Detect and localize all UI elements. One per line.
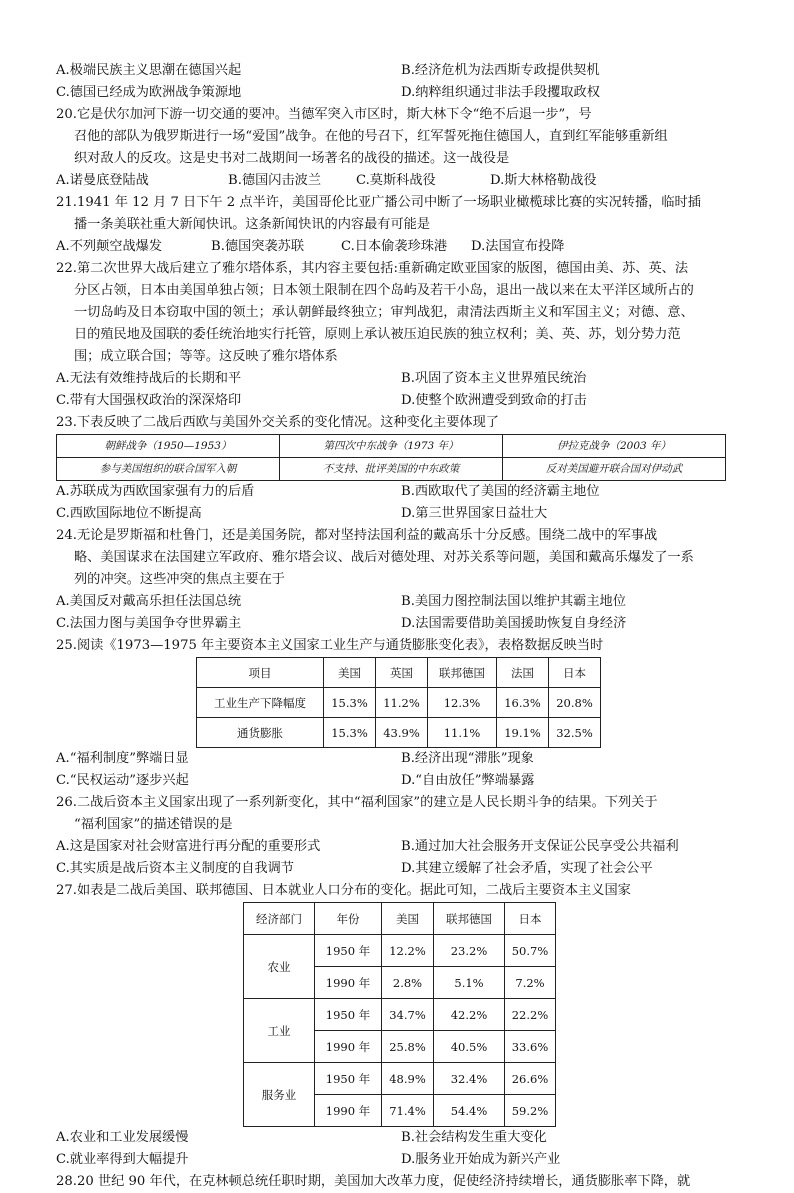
q24-option-c[interactable]: C.法国力图与美国争夺世界霸主 <box>56 616 242 631</box>
q25-cell: 43.9% <box>376 718 428 748</box>
q27-header-cell: 日本 <box>505 903 556 935</box>
q27-cell: 1950 年 <box>315 999 382 1031</box>
q25-header-cell: 法国 <box>497 658 549 688</box>
q20-stem-line-1: 20.它是伏尔加河下游一切交通的要冲。当德军突入市区时，斯大林下令“绝不后退一步”，号 <box>56 107 592 122</box>
q23-header-cell: 第四次中东战争（1973 年） <box>280 435 503 458</box>
q20-stem-line-2: 召他的部队为俄罗斯进行一场“爱国”战争。在他的号召下，红军誓死拖住德国人，直到红军能够重新组 <box>74 129 668 144</box>
q27-cell: 40.5% <box>434 1031 505 1063</box>
q25-cell: 11.2% <box>376 688 428 718</box>
q22-option-b[interactable]: B.巩固了资本主义世界殖民统治 <box>401 371 587 386</box>
q25-header-cell: 日本 <box>549 658 601 688</box>
q23-cell: 反对美国避开联合国对伊动武 <box>503 458 726 481</box>
question-26 <box>56 792 746 880</box>
q24-options-1 <box>56 591 746 613</box>
q27-option-b[interactable]: B.社会结构发生重大变化 <box>401 1130 547 1145</box>
q26-option-d[interactable]: D.其建立缓解了社会矛盾，实现了社会公平 <box>401 861 653 876</box>
q27-cell: 1950 年 <box>315 1063 382 1095</box>
question-27 <box>56 880 746 1171</box>
q24-option-a[interactable]: A.美国反对戴高乐担任法国总统 <box>56 594 242 609</box>
question-25 <box>56 635 746 792</box>
q27-header-cell: 经济部门 <box>244 903 315 935</box>
question-22 <box>56 258 746 412</box>
q23-options-1 <box>56 481 746 503</box>
q27-cell: 26.6% <box>505 1063 556 1095</box>
q25-header-cell: 联邦德国 <box>428 658 497 688</box>
q19-option-b[interactable]: B.经济危机为法西斯专政提供契机 <box>401 63 600 78</box>
q19-options-2 <box>56 82 746 104</box>
q21-option-b[interactable]: B.德国突袭苏联 <box>211 239 305 254</box>
q27-table-row <box>244 999 556 1031</box>
exam-page <box>56 60 746 1193</box>
q27-option-c[interactable]: C.就业率得到大幅提升 <box>56 1152 189 1167</box>
q25-table-row <box>197 718 601 748</box>
q27-cell: 34.7% <box>382 999 434 1031</box>
q26-options-2 <box>56 858 746 880</box>
q27-table <box>243 902 556 1127</box>
q25-option-b[interactable]: B.经济出现“滞胀”现象 <box>401 751 534 766</box>
q22-option-a[interactable]: A.无法有效维持战后的长期和平 <box>56 371 242 386</box>
q27-cell: 54.4% <box>434 1095 505 1127</box>
q27-sector-cell: 农业 <box>244 935 315 999</box>
q26-stem-line-2: “福利国家”的描述错误的是 <box>74 817 233 832</box>
q25-options-2 <box>56 770 746 792</box>
q27-cell: 1950 年 <box>315 935 382 967</box>
q27-cell: 25.8% <box>382 1031 434 1063</box>
q25-cell: 16.3% <box>497 688 549 718</box>
q27-header-cell: 联邦德国 <box>434 903 505 935</box>
q21-option-c[interactable]: C.日本偷袭珍珠港 <box>341 239 448 254</box>
q20-option-d[interactable]: D.斯大林格勒战役 <box>490 173 597 188</box>
q20-option-a[interactable]: A.诺曼底登陆战 <box>56 173 149 188</box>
q25-cell: 12.3% <box>428 688 497 718</box>
q25-cell: 19.1% <box>497 718 549 748</box>
q19-option-a[interactable]: A.极端民族主义思潮在德国兴起 <box>56 63 242 78</box>
q22-stem-line-5: 围；成立联合国；等等。这反映了雅尔塔体系 <box>74 349 338 364</box>
q22-stem-line-2: 分区占领，日本由美国单独占领；日本领土限制在四个岛屿及若干小岛，退出一战以来在太平洋区域所占的 <box>74 283 694 298</box>
q23-option-a[interactable]: A.苏联成为西欧国家强有力的后盾 <box>56 484 255 499</box>
q25-cell: 工业生产下降幅度 <box>197 688 324 718</box>
q27-option-a[interactable]: A.农业和工业发展缓慢 <box>56 1130 189 1145</box>
q27-options-1 <box>56 1127 746 1149</box>
q20-stem-line-3: 织对敌人的反攻。这是史书对二战期间一场著名的战役的描述。这一战役是 <box>74 151 510 166</box>
q25-header-cell: 美国 <box>324 658 376 688</box>
q25-option-a[interactable]: A.“福利制度”弊端日显 <box>56 751 189 766</box>
q23-cell: 不支持、批评美国的中东政策 <box>280 458 503 481</box>
q27-header-cell: 美国 <box>382 903 434 935</box>
q25-header-cell: 项目 <box>197 658 324 688</box>
q25-table-row <box>197 688 601 718</box>
q27-option-d[interactable]: D.服务业开始成为新兴产业 <box>401 1152 561 1167</box>
q24-option-b[interactable]: B.美国力图控制法国以维护其霸主地位 <box>401 594 626 609</box>
q27-cell: 50.7% <box>505 935 556 967</box>
q25-cell: 通货膨胀 <box>197 718 324 748</box>
q20-options <box>56 170 746 192</box>
q27-table-header-row <box>244 903 556 935</box>
q25-option-d[interactable]: D.“自由放任”弊端暴露 <box>401 773 535 788</box>
q27-cell: 33.6% <box>505 1031 556 1063</box>
q21-option-a[interactable]: A.不列颠空战爆发 <box>56 239 163 254</box>
q28-stem-line-1: 28.20 世纪 90 年代，在克林顿总统任职时期，美国加大改革力度，促使经济持续增长，通货膨胀率下降，就 <box>56 1174 691 1189</box>
q19-option-d[interactable]: D.纳粹组织通过非法手段攫取政权 <box>401 85 600 100</box>
q23-options-2 <box>56 503 746 525</box>
q23-table-row <box>57 458 726 481</box>
q25-cell: 20.8% <box>549 688 601 718</box>
q27-cell: 2.8% <box>382 967 434 999</box>
q27-cell: 42.2% <box>434 999 505 1031</box>
q24-option-d[interactable]: D.法国需要借助美国援助恢复自身经济 <box>401 616 627 631</box>
q27-cell: 22.2% <box>505 999 556 1031</box>
question-20 <box>56 104 746 192</box>
q24-stem-line-3: 列的冲突。这些冲突的焦点主要在于 <box>74 572 285 587</box>
q27-table-row <box>244 1063 556 1095</box>
question-24 <box>56 525 746 635</box>
q23-header-cell: 朝鲜战争（1950—1953） <box>57 435 280 458</box>
q27-stem: 27.如表是二战后美国、联邦德国、日本就业人口分布的变化。据此可知，二战后主要资本主义国家 <box>56 883 631 898</box>
q25-table <box>196 657 601 748</box>
q25-options-1 <box>56 748 746 770</box>
q25-cell: 15.3% <box>324 718 376 748</box>
q25-cell: 15.3% <box>324 688 376 718</box>
q20-option-b[interactable]: B.德国闪击波兰 <box>228 173 322 188</box>
q27-cell: 1990 年 <box>315 967 382 999</box>
question-21 <box>56 192 746 258</box>
q26-option-c[interactable]: C.其实质是战后资本主义制度的自我调节 <box>56 861 294 876</box>
q27-cell: 5.1% <box>434 967 505 999</box>
q27-table-row <box>244 935 556 967</box>
q27-cell: 71.4% <box>382 1095 434 1127</box>
q26-options-1 <box>56 836 746 858</box>
q24-stem-line-2: 略、美国谋求在法国建立军政府、雅尔塔会议、战后对德处理、对苏关系等问题，美国和戴高乐爆发了一系 <box>74 550 694 565</box>
q27-cell: 48.9% <box>382 1063 434 1095</box>
q23-table <box>56 434 726 481</box>
q21-stem-line-1: 21.1941 年 12 月 7 日下午 2 点半许，美国哥伦比亚广播公司中断了一场职业橄榄球比赛的实况转播，临时插 <box>56 195 701 210</box>
q19-options <box>56 60 746 82</box>
question-23 <box>56 412 746 525</box>
q26-option-b[interactable]: B.通过加大社会服务开支保证公民享受公共福利 <box>401 839 679 854</box>
q25-cell: 11.1% <box>428 718 497 748</box>
q21-options <box>56 236 746 258</box>
q25-cell: 32.5% <box>549 718 601 748</box>
q27-cell: 1990 年 <box>315 1095 382 1127</box>
q26-stem-line-1: 26.二战后资本主义国家出现了一系列新变化，其中“福利国家”的建立是人民长期斗争的结果。下列关于 <box>56 795 658 810</box>
q23-option-b[interactable]: B.西欧取代了美国的经济霸主地位 <box>401 484 600 499</box>
q27-cell: 1990 年 <box>315 1031 382 1063</box>
q27-cell: 59.2% <box>505 1095 556 1127</box>
q22-option-c[interactable]: C.带有大国强权政治的深深烙印 <box>56 393 242 408</box>
q23-header-cell: 伊拉克战争（2003 年） <box>503 435 726 458</box>
q24-stem-line-1: 24.无论是罗斯福和杜鲁门，还是美国务院，都对坚持法国利益的戴高乐十分反感。围绕二战中的军事战 <box>56 528 658 543</box>
q27-options-2 <box>56 1149 746 1171</box>
q22-option-d[interactable]: D.使整个欧洲遭受到致命的打击 <box>401 393 587 408</box>
q22-options-2 <box>56 390 746 412</box>
q27-sector-cell: 工业 <box>244 999 315 1063</box>
q23-cell: 参与美国组织的联合国军入朝 <box>57 458 280 481</box>
q25-option-c[interactable]: C.“民权运动”逐步兴起 <box>56 773 189 788</box>
q24-options-2 <box>56 613 746 635</box>
q25-table-header-row <box>197 658 601 688</box>
q22-stem-line-3: 一切岛屿及日本窃取中国的领土；承认朝鲜最终独立；审判战犯，肃清法西斯主义和军国主义；对德、意、 <box>74 305 694 320</box>
q22-options-1 <box>56 368 746 390</box>
q23-option-c[interactable]: C.西欧国际地位不断提高 <box>56 506 202 521</box>
q23-option-d[interactable]: D.第三世界国家日益壮大 <box>401 506 548 521</box>
q26-option-a[interactable]: A.这是国家对社会财富进行再分配的重要形式 <box>56 839 321 854</box>
q27-cell: 12.2% <box>382 935 434 967</box>
q27-cell: 7.2% <box>505 967 556 999</box>
q22-stem-line-1: 22.第二次世界大战后建立了雅尔塔体系，其内容主要包括:重新确定欧亚国家的版图，德国由美、苏、英、法 <box>56 261 689 276</box>
q27-sector-cell: 服务业 <box>244 1063 315 1127</box>
q25-header-cell: 英国 <box>376 658 428 688</box>
q20-option-c[interactable]: C.莫斯科战役 <box>356 173 436 188</box>
q27-cell: 32.4% <box>434 1063 505 1095</box>
q23-stem: 23.下表反映了二战后西欧与美国外交关系的变化情况。这种变化主要体现了 <box>56 415 499 430</box>
q27-cell: 23.2% <box>434 935 505 967</box>
q22-stem-line-4: 日的殖民地及国联的委任统治地实行托管，原则上承认被压迫民族的独立权利；美、英、苏，划分势力范 <box>74 327 681 342</box>
q25-stem: 25.阅读《1973—1975 年主要资本主义国家工业生产与通货膨胀变化表》，表格数据反映当时 <box>56 638 604 653</box>
q19-option-c[interactable]: C.德国已经成为欧洲战争策源地 <box>56 85 242 100</box>
question-28 <box>56 1171 746 1193</box>
q23-table-header-row <box>57 435 726 458</box>
q27-header-cell: 年份 <box>315 903 382 935</box>
q21-option-d[interactable]: D.法国宣布投降 <box>471 239 565 254</box>
q21-stem-line-2: 播一条美联社重大新闻快讯。这条新闻快讯的内容最有可能是 <box>74 217 431 232</box>
